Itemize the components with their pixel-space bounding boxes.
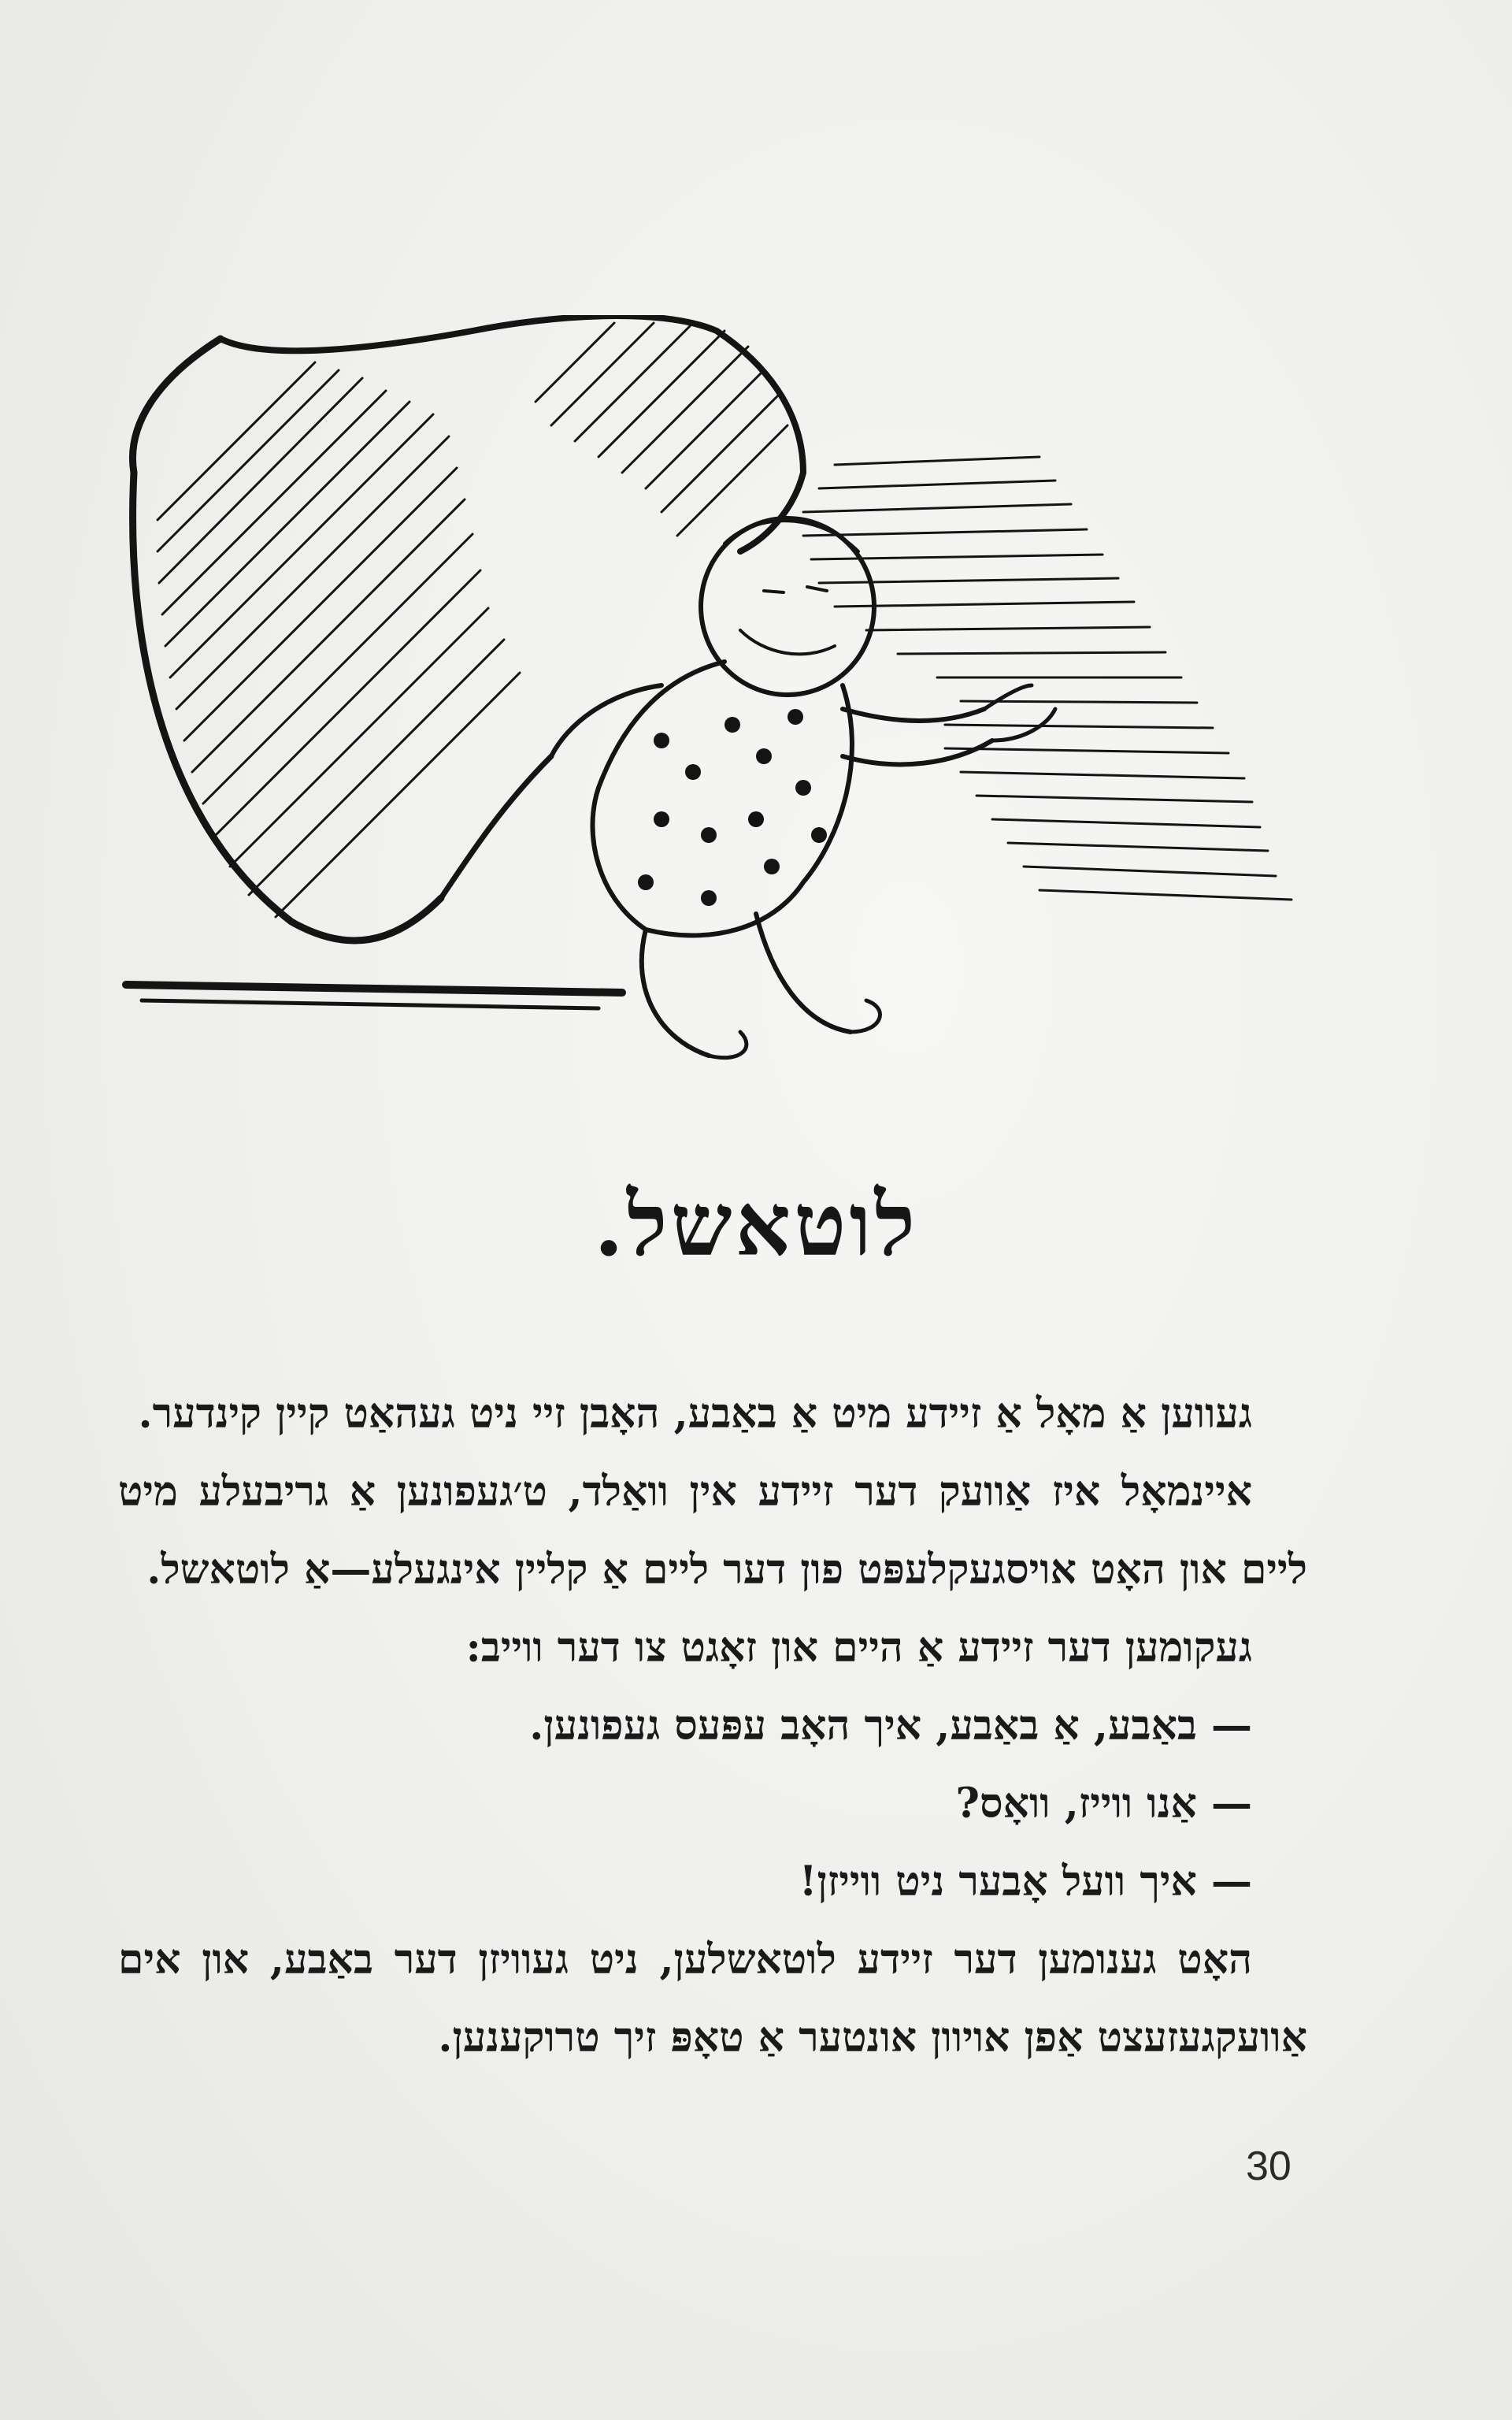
paragraph: האָט גענומען דער זיידע לוטאשלען, ניט געוויזן דער באַבע, און אים אַוועקגעזעצט אַפן אויוון אונטער אַ טאָפּ זיך טרוקענען.: [118, 1936, 1307, 2062]
page-number: 30: [1246, 2143, 1292, 2189]
dialogue-line: — באַבע, אַ באַבע, איך האָב עפּעס געפונען.: [529, 1702, 1252, 1750]
story-text: [118, 1375, 1307, 2077]
child-illustration-icon: [110, 315, 1307, 1087]
paragraph: איינמאָל איז אַוועק דער זיידע אין וואַלד, ט׳געפונען אַ גריבעלע מיט ליים און האָט אויסגעקלעפּט פון דער ליים אַ קליין אינגעלע—אַ לוטאשל.: [118, 1468, 1307, 1594]
paragraph: געקומען דער זיידע אַ היים און זאָגט צו דער ווייב:: [465, 1624, 1252, 1672]
paragraph: געווען אַ מאָל אַ זיידע מיט אַ באַבע, האָבן זיי ניט געהאַט קיין קינדער.: [138, 1390, 1252, 1438]
page-title: לוטאשל.: [593, 1174, 919, 1275]
dialogue-line: — איך וועל אָבער ניט ווייזן!: [799, 1858, 1252, 1906]
dialogue-line: — אַנו ווייז, וואָס?: [955, 1780, 1252, 1828]
